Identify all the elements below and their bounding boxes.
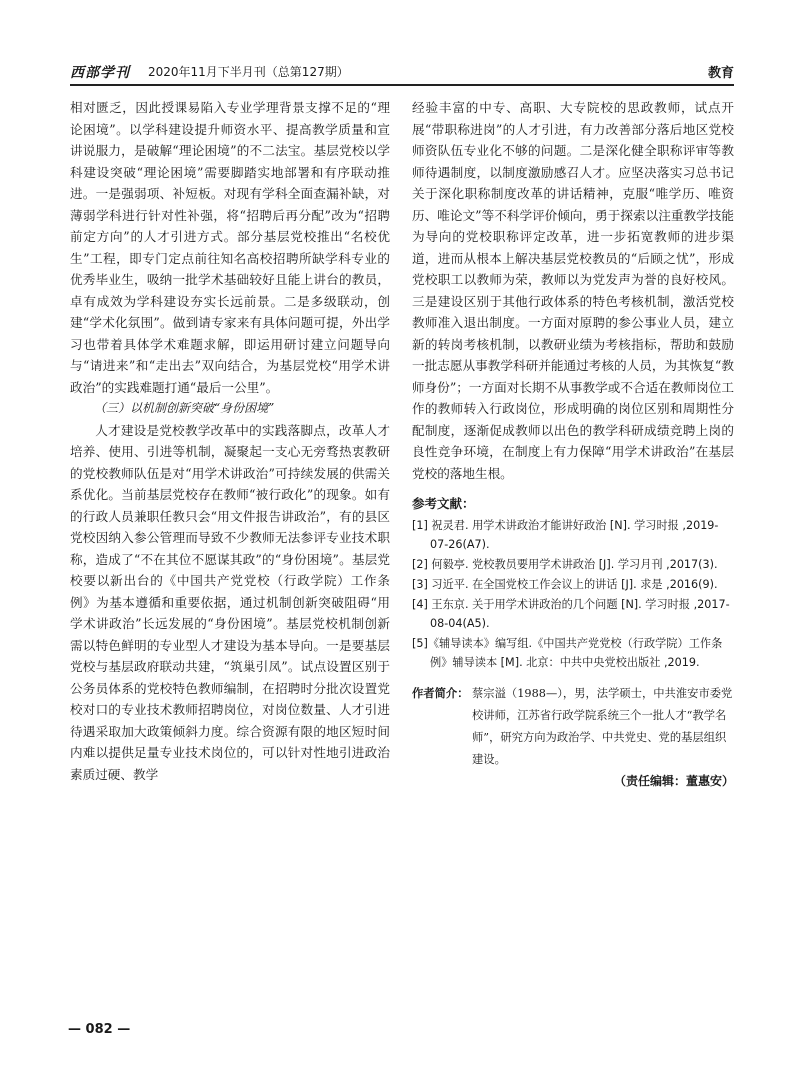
page-number: — 082 — <box>68 1022 131 1037</box>
reference-item: [2] 何毅亭. 党校教员要用学术讲政治 [J]. 学习月刊 ,2017(3). <box>412 558 718 571</box>
left-column <box>70 97 390 785</box>
author-bio-label: 作者简介： <box>412 687 469 700</box>
header-rule <box>70 84 734 86</box>
references-title: 参考文献： <box>412 496 475 511</box>
body-paragraph: 相对匮乏，因此授课易陷入专业学理背景支撑不足的“理论困境”。以学科建设提升师资水平、提高教学质量和宣讲说服力，是破解“理论困境”的不二法宝。基层党校以学科建设突破“理论困境”需要脚踏实地部署和有序联动推进。一是强弱项、补短板。对现有学科全面查漏补缺，对薄弱学科进行针对性补强，将“招聘后再分配”改为“招聘前定方向”的人才引进方式。部分基层党校推出“名校优生”工程，即专门定点前往知名高校招聘所缺学科专业的优秀毕业生，吸纳一批学术基础较好且能上讲台的教员，卓有成效为学科建设夯实长远前景。二是多级联动，创建“学术化氛围”。做到请专家来有具体问题可提，外出学习也带着具体学术难题求解，即运用研讨建立问题导向与“请进来”和“走出去”双向结合，为基层党校“用学术讲政治”的实践难题打通“最后一公里”。 <box>70 100 390 395</box>
section-subheading: （三）以机制创新突破“身份困境” <box>94 401 275 415</box>
reference-item: [5]《辅导读本》编写组.《中国共产党党校（行政学院）工作条例》辅导读本 [M]. 北京：中共中央党校出版社 ,2019. <box>412 637 723 669</box>
body-paragraph: 经验丰富的中专、高职、大专院校的思政教师，试点开展“带职称进岗”的人才引进，有力改善部分落后地区党校师资队伍专业化不够的问题。二是深化健全职称评审等教师待遇制度，以制度激励感召人才。应坚决落实习总书记关于深化职称制度改革的讲话精神，克服“唯学历、唯资历、唯论文”等不科学评价倾向，勇于探索以注重教学技能为导向的党校职称评定改革，进一步拓宽教师的进步渠道，进而从根本上解决基层党校教员的“后顾之忧”，形成党校职工以教师为荣，教师以为党发声为誉的良好校风。三是建设区别于其他行政体系的特色考核机制，激活党校教师准入退出制度。一方面对原聘的参公事业人员，建立新的转岗考核机制，以教研业绩为考核指标，帮助和鼓励一批志愿从事教学科研并能通过考核的人员，为其恢复“教师身份”；一方面对长期不从事教学或不合适在教师岗位工作的教师转入行政岗位，形成明确的岗位区别和周期性分配制度，逐渐促成教师以出色的教学科研成绩竞聘上岗的良性竞争环境，在制度上有力保障“用学术讲政治”在基层党校的落地生根。 <box>412 100 734 481</box>
responsible-editor: （责任编辑：董惠安） <box>613 774 734 788</box>
reference-item: [4] 王东京. 关于用学术讲政治的几个问题 [N]. 学习时报 ,2017-08-04(A5). <box>412 598 730 630</box>
reference-item: [3] 习近平. 在全国党校工作会议上的讲话 [J]. 求是 ,2016(9). <box>412 578 718 591</box>
page-header <box>70 60 734 82</box>
journal-issue: 2020年11月下半月刊（总第127期） <box>148 65 349 79</box>
reference-item: [1] 祝灵君. 用学术讲政治才能讲好政治 [N]. 学习时报 ,2019-07-26(A7). <box>412 519 719 551</box>
body-paragraph: 人才建设是党校教学改革中的实践落脚点，改革人才培养、使用、引进等机制，凝聚起一支心无旁骛热衷教研的党校教师队伍是对“用学术讲政治”可持续发展的供需关系优化。当前基层党校存在教师“被行政化”的现象。如有的行政人员兼职任教只会“用文件报告讲政治”，有的县区党校因纳入参公管理而导致不少教师无法参评专业技术职称，造成了“不在其位不愿谋其政”的“身份困境”。基层党校要以新出台的《中国共产党党校（行政学院）工作条例》为基本遵循和重要依据，通过机制创新突破阻碍“用学术讲政治”长远发展的“身份困境”。基层党校机制创新需以特色鲜明的专业型人才建设为基本导向。一是要基层党校与基层政府联动共建，“筑巢引凤”。试点设置区别于公务员体系的党校特色教师编制，在招聘时分批次设置党校对口的专业技术教师招聘岗位，对岗位数量、人才引进待遇采取加大政策倾斜力度。综合资源有限的地区短时间内难以提供足量专业技术岗位的，可以针对性地引进政治素质过硬、教学 <box>70 422 390 782</box>
right-column <box>412 97 734 484</box>
references-list <box>412 516 734 673</box>
section-label: 教育 <box>707 66 734 81</box>
journal-logo: 西部学刊 <box>70 65 130 81</box>
author-bio <box>412 683 734 771</box>
author-bio-text: 蔡宗溢（1988—），男，法学硕士，中共淮安市委党校讲师，江苏省行政学院系统三个一批人才“教学名师”，研究方向为政治学、中共党史、党的基层组织建设。 <box>472 687 733 766</box>
